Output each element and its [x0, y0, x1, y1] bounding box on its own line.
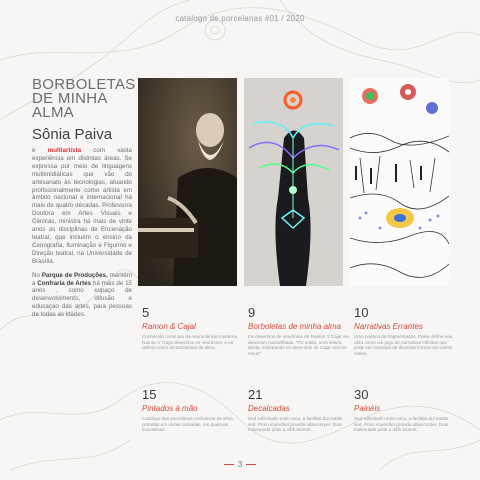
item-caption: Narrativas Errantes — [354, 322, 423, 331]
footer-rule — [224, 464, 234, 465]
bio-highlight: multiartista — [47, 147, 82, 154]
page-footer — [0, 460, 480, 469]
author-bio-confraria — [32, 272, 132, 319]
item-description: Conhecido como pai da neurociência moderna Ramon Y Cajal desenhou os neurônios, e os definiu como as borboletas da alma. — [142, 334, 237, 351]
photo-ramon-cajal — [138, 78, 237, 286]
author-name: Sônia Paiva — [32, 126, 113, 143]
item-number: 5 — [142, 305, 150, 320]
item-caption: Ramon & Cajal — [142, 322, 196, 331]
bio-highlight: Confraria de Artes — [37, 279, 92, 287]
item-number: 30 — [354, 387, 369, 402]
photo-neuron-illustration — [350, 78, 449, 286]
article-intro — [32, 76, 136, 319]
running-header: catalogo de porcelanas #01 / 2020 — [175, 14, 305, 23]
item-description: Sed sollicitudin enim arcu, a facilisis dui mattis sed. Proin imperdiet gravida ullamcorper. Duis malesuada justo a nibh laoreet. — [354, 416, 449, 433]
author-bio — [32, 147, 132, 266]
bio-text: com vasta experiência em distintas áreas. Se expressa por meio de linguagens multimidiáticas que vão do artesanato às tecnologias, atuando profissionalmente como artista em âmbito nacional e internacional há mais de quatro décadas. Professora Doutora em Artes Visuais e Cênicas, ministra há mais de vinte anos as disciplinas de Encenação teatral, que incluem o ensino da Cenografia, Iluminação e Figurino e Direção teatral, na Universidade de Brasília. — [32, 147, 132, 265]
catalog-item — [142, 388, 244, 433]
item-number: 21 — [248, 387, 263, 402]
title-line: BORBOLETAS — [32, 76, 136, 93]
item-caption: Borboletas de minha alma — [248, 322, 341, 331]
footer-rule — [246, 464, 256, 465]
item-description: Sed sollicitudin enim arcu, a facilisis dui mattis sed. Proin imperdiet gravida ullamcorper. Duis malesuada justo a nibh laoreet. — [248, 416, 343, 433]
item-caption: Decalcadas — [248, 404, 290, 413]
item-caption: Painéis — [354, 404, 381, 413]
catalog-item — [248, 306, 350, 356]
bio-text: No — [32, 271, 42, 279]
item-caption: Pintados à mão — [142, 404, 198, 413]
title-line: ALMA — [32, 104, 75, 121]
item-number: 15 — [142, 387, 157, 402]
title-line: DE MINHA — [32, 90, 108, 107]
bio-text: é — [32, 147, 48, 154]
item-number: 9 — [248, 305, 256, 320]
catalog-item — [354, 306, 456, 356]
bio-text: mantém a — [32, 271, 132, 287]
item-description: Catálogo das porcelanas exclusivas da série, pintadas em várias camadas, em queimas sucessivas. — [142, 416, 235, 433]
page-number: 3 — [237, 460, 243, 469]
photo-borboletas-light — [244, 78, 343, 286]
catalog-item — [354, 388, 456, 433]
item-description: Uma poética da fragmentação. Paiva define sua obra como um jogo de narrativas infinitas que pode ser montada de diversas formas em vários meios. — [354, 334, 453, 356]
catalog-item — [248, 388, 350, 433]
item-description: Os desenhos de neurônios de Ramon Y Cajal me deixaram maravilhada. "Fiz então, uma leitura direta, misturando os desenhos de Cajal com os meus" — [248, 334, 349, 356]
item-number: 10 — [354, 305, 369, 320]
bio-text: há mais de 15 anos , como espaço de desenvolvimento, difusão e educaçao das artes, para pessoas de todas as idades. — [32, 279, 132, 319]
article-title — [32, 76, 136, 121]
catalog-item — [142, 306, 244, 351]
bio-highlight: Parque de Produções, — [41, 271, 108, 279]
